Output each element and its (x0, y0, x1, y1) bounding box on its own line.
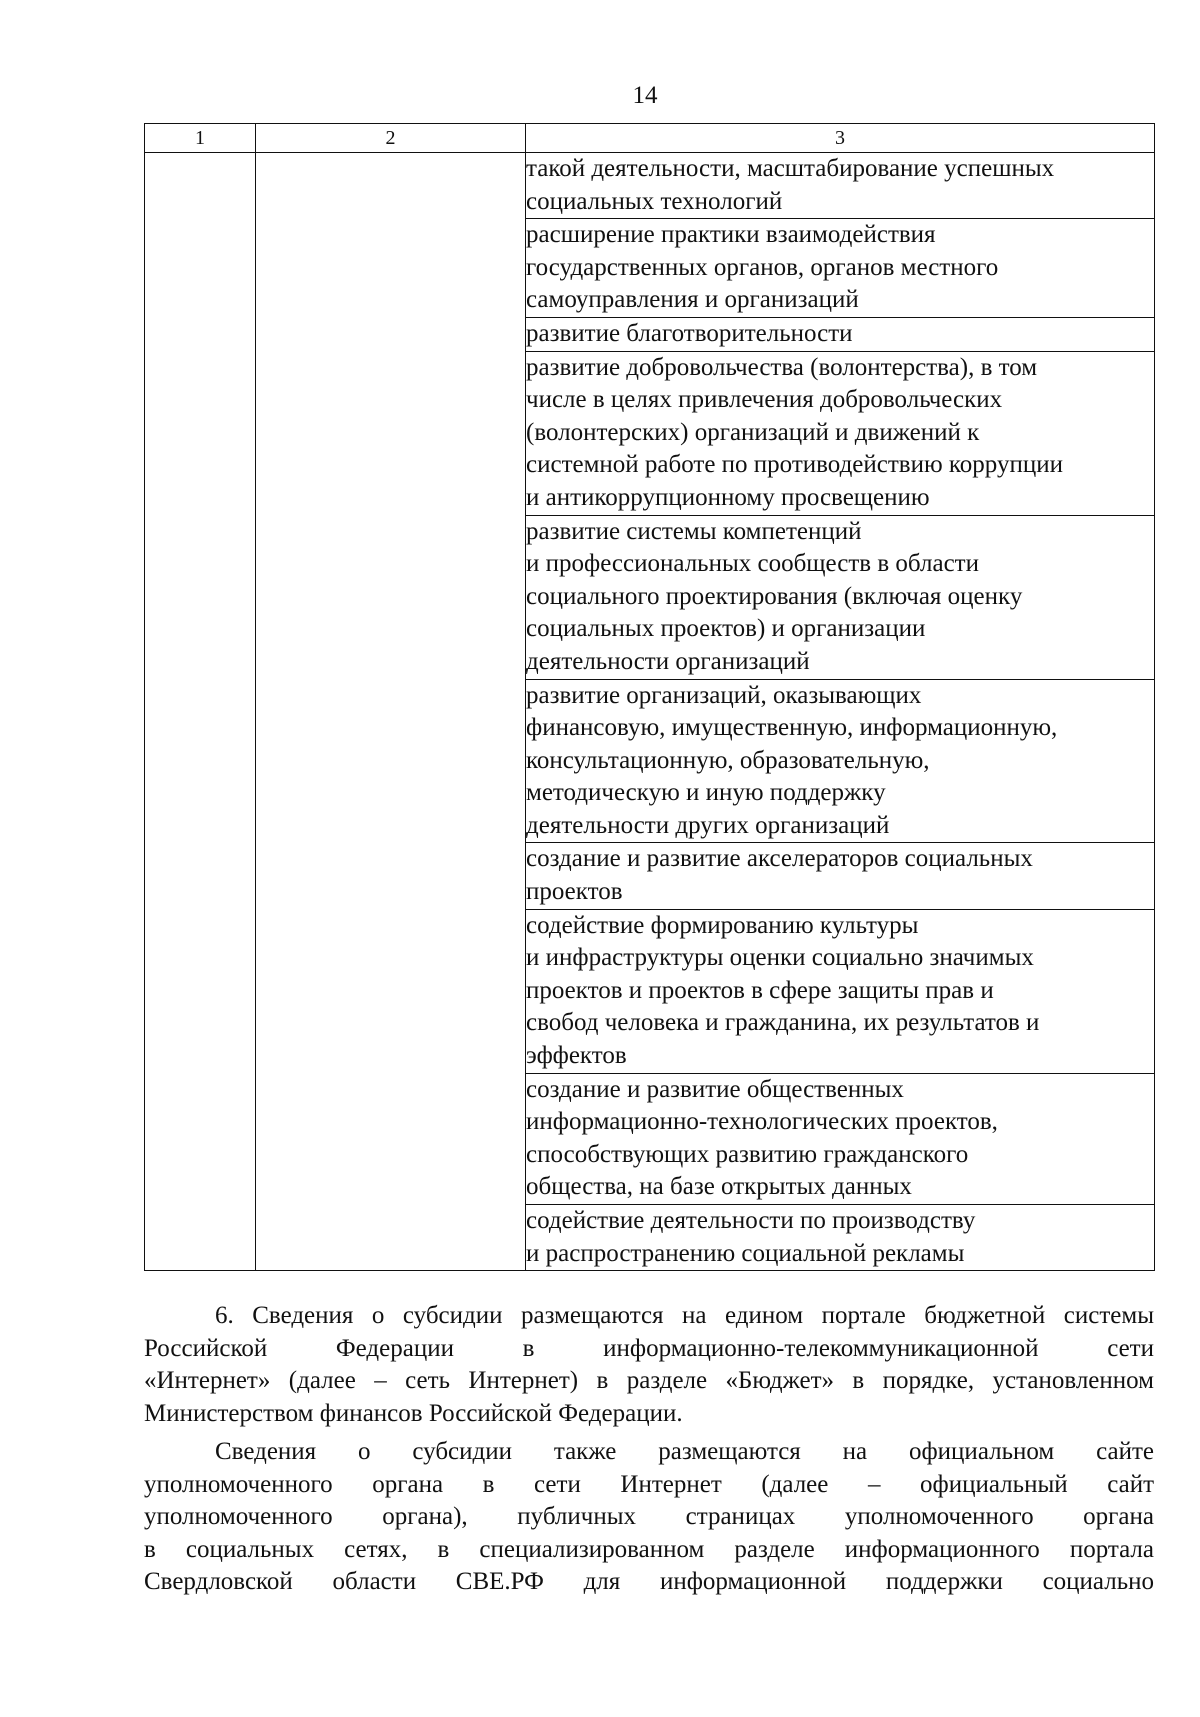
column-header: 3 (526, 124, 1155, 153)
activity-line: числе в целях привлечения добровольческих (526, 386, 1003, 414)
activity-line: и профессиональных сообществ в области (526, 550, 979, 578)
activity-line: информационно-технологических проектов, (526, 1108, 998, 1136)
activity-line: консультационную, образовательную, (526, 746, 930, 774)
paragraph-line: «Интернет» (далее – сеть Интернет) в разделе «Бюджет» в порядке, установленном (144, 1367, 1154, 1394)
activity-line: социальных технологий (526, 187, 783, 215)
activity-cell (526, 153, 1155, 219)
activity-line: и распространению социальной рекламы (526, 1239, 965, 1267)
activity-line: развитие добровольчества (волонтерства), в том (526, 353, 1038, 381)
activity-line: проектов и проектов в сфере защиты прав и (526, 976, 994, 1004)
activity-line: расширение практики взаимодействия (526, 221, 936, 249)
activity-line: деятельности организаций (526, 647, 810, 675)
empty-cell-col1 (145, 153, 256, 1271)
empty-cell-col2 (256, 153, 526, 1271)
paragraph-line: уполномоченного органа), публичных страницах уполномоченного органа (144, 1503, 1154, 1530)
activity-line: социальных проектов) и организации (526, 615, 926, 643)
activity-line: развитие организаций, оказывающих (526, 681, 922, 709)
activity-line: самоуправления и организаций (526, 286, 859, 314)
activity-line: такой деятельности, масштабирование успешных (526, 155, 1055, 182)
activity-line: развитие благотворительности (526, 319, 853, 347)
activity-line: свобод человека и гражданина, их результатов и (526, 1009, 1040, 1037)
activity-cell (526, 843, 1155, 909)
paragraph-line: Российской Федерации в информационно-телекоммуникационной сети (144, 1334, 1154, 1362)
activity-cell (526, 351, 1155, 515)
activity-line: системной работе по противодействию коррупции (526, 451, 1063, 479)
activity-line: проектов (526, 878, 623, 906)
activity-line: (волонтерских) организаций и движений к (526, 418, 980, 446)
activity-line: методическую и иную поддержку (526, 779, 886, 807)
activity-cell (526, 515, 1155, 679)
activity-cell (526, 1205, 1155, 1271)
activities-table (144, 123, 1155, 1271)
activity-line: содействие формированию культуры (526, 911, 919, 939)
activity-line: социального проектирования (включая оценку (526, 582, 1023, 610)
activity-cell (526, 909, 1155, 1073)
table-row (145, 153, 1155, 219)
paragraph-line: в социальных сетях, в специализированном разделе информационного портала (144, 1535, 1154, 1563)
paragraph-line: 6. Сведения о субсидии размещаются на едином портале бюджетной системы (215, 1302, 1154, 1329)
activity-line: и инфраструктуры оценки социально значимых (526, 944, 1034, 972)
activity-line: развитие системы компетенций (526, 517, 862, 545)
paragraph-line: уполномоченного органа в сети Интернет (далее – официальный сайт (144, 1470, 1154, 1498)
page-number: 14 (632, 82, 658, 109)
table-header-row (145, 124, 1155, 153)
activity-line: создание и развитие общественных (526, 1075, 904, 1103)
activity-line: деятельности других организаций (526, 811, 890, 839)
paragraph-subsidy-site (144, 1436, 1154, 1599)
activity-cell (526, 219, 1155, 318)
column-header: 1 (145, 124, 256, 153)
activity-line: способствующих развитию гражданского (526, 1140, 969, 1168)
activity-cell (526, 317, 1155, 351)
activity-line: государственных органов, органов местного (526, 253, 999, 281)
table-body (145, 153, 1155, 1271)
activity-line: эффектов (526, 1042, 627, 1070)
activity-line: и антикоррупционному просвещению (526, 483, 930, 511)
activity-line: финансовую, имущественную, информационную, (526, 714, 1058, 742)
paragraph-subsidy-portal (144, 1300, 1154, 1430)
paragraph-line: Сведения о субсидии также размещаются на официальном сайте (215, 1438, 1154, 1465)
activity-line: общества, на базе открытых данных (526, 1173, 912, 1201)
paragraph-line: Министерством финансов Российской Федерации. (144, 1399, 683, 1427)
activity-cell (526, 1073, 1155, 1204)
activity-cell (526, 679, 1155, 843)
activity-line: содействие деятельности по производству (526, 1207, 976, 1234)
column-header: 2 (256, 124, 526, 153)
paragraph-line: Свердловской области СВЕ.РФ для информационной поддержки социально (144, 1568, 1154, 1595)
activity-line: создание и развитие акселераторов социальных (526, 845, 1033, 873)
